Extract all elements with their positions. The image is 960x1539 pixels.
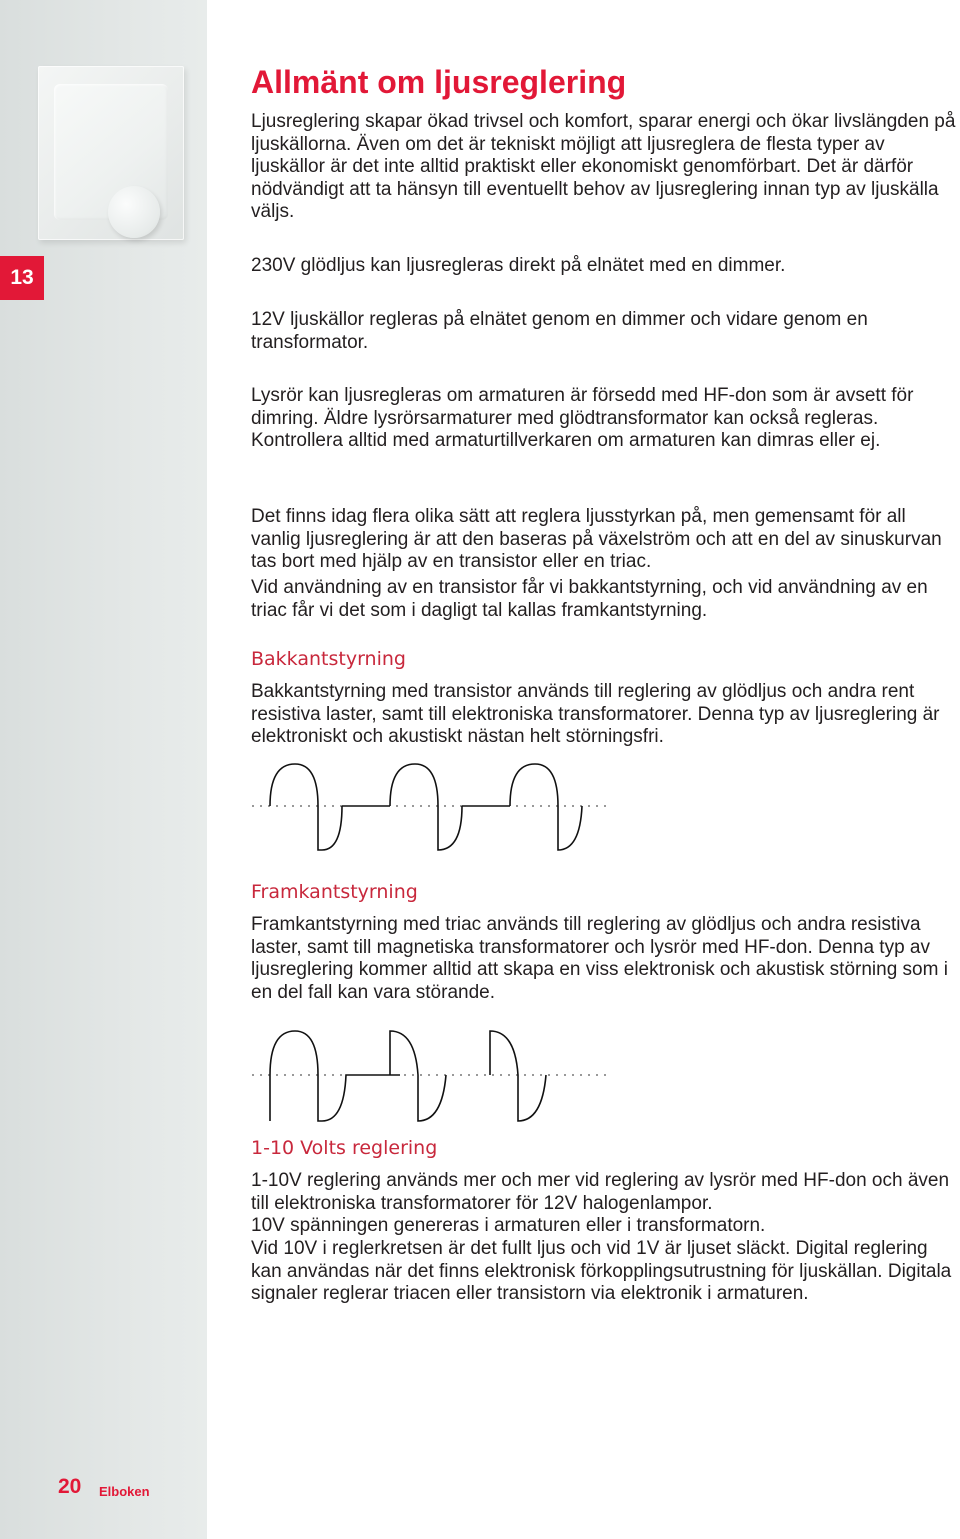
paragraph-framkantstyrning: Framkantstyrning med triac används till reglering av glödljus och andra resistiva laster, samt till magnetiska transformatorer och lysrör med HF-don. Denna typ av ljusreglering kommer alltid att skapa en viss elektronisk och akustisk störning som i en del fall kan vara störande. [251, 914, 948, 1003]
sidebar [0, 0, 207, 1539]
paragraph-bakkantstyrning: Bakkantstyrning med transistor används till reglering av glödljus och andra rent resistiva laster, samt till elektroniska transformatorer. Denna typ av ljusreglering är elektroniskt och akustiskt nästan helt störningsfri. [251, 681, 940, 747]
paragraph-1-10-volt-3: Vid 10V i reglerkretsen är det fullt ljus och vid 1V är ljuset släckt. Digital reglering kan användas när det finns elektronisk förkopplingsutrustning för ljuskällan. Digitala signaler reglerar triacen eller transistorn via elektronik i armaturen. [251, 1238, 952, 1304]
heading-1-10-volt: 1-10 Volts reglering [251, 1137, 438, 1159]
dimmer-knob [108, 186, 160, 238]
page-number: 20 [58, 1475, 82, 1498]
paragraph-230v: 230V glödljus kan ljusregleras direkt på elnätet med en dimmer. [251, 255, 786, 276]
chapter-tab: 13 [0, 256, 44, 300]
paragraph-1-10-volt-1: 1-10V reglering används mer och mer vid reglering av lysrör med HF-don och även till elektroniska transformatorer för 12V halogenlampor. [251, 1170, 950, 1214]
paragraph-methods-2: Vid användning av en transistor får vi bakkantstyrning, och vid användning av en triac får vi det som i dagligt tal kallas framkantstyrning. [251, 577, 928, 621]
leading-edge-waveform [250, 1027, 610, 1127]
paragraph-1-10-volt-2: 10V spänningen genereras i armaturen eller i transformatorn. [251, 1215, 766, 1236]
heading-framkantstyrning: Framkantstyrning [251, 881, 418, 903]
waveform-path [270, 764, 582, 850]
intro-paragraph: Ljusreglering skapar ökad trivsel och komfort, sparar energi och ökar livslängden på ljuskällorna. Även om det är tekniskt möjligt att ljusreglera de flesta typer av ljuskällor är det inte alltid praktiskt eller ekonomiskt genomförbart. Det är därför nödvändigt att ta hänsyn till eventuellt behov av ljusreglering innan typ av ljuskälla väljs. [251, 111, 956, 222]
book-name: Elboken [99, 1484, 150, 1499]
trailing-edge-waveform [250, 762, 610, 858]
page-title: Allmänt om ljusreglering [251, 64, 627, 100]
paragraph-12v: 12V ljuskällor regleras på elnätet genom en dimmer och vidare genom en transformator. [251, 309, 868, 353]
dimmer-switch-image [38, 66, 184, 240]
waveform-path [270, 1031, 546, 1121]
paragraph-methods-1: Det finns idag flera olika sätt att reglera ljusstyrkan på, men gemensamt för all vanlig ljusreglering är att den baseras på växelström och att en del av sinuskurvan tas bort med hjälp av en transistor eller en triac. [251, 506, 942, 572]
paragraph-lysror: Lysrör kan ljusregleras om armaturen är försedd med HF-don som är avsett för dimring. Äldre lysrörsarmaturer med glödtransformator kan också regleras. Kontrollera alltid med armaturtillverkaren om armaturen kan dimras eller ej. [251, 385, 914, 451]
heading-bakkantstyrning: Bakkantstyrning [251, 648, 406, 670]
